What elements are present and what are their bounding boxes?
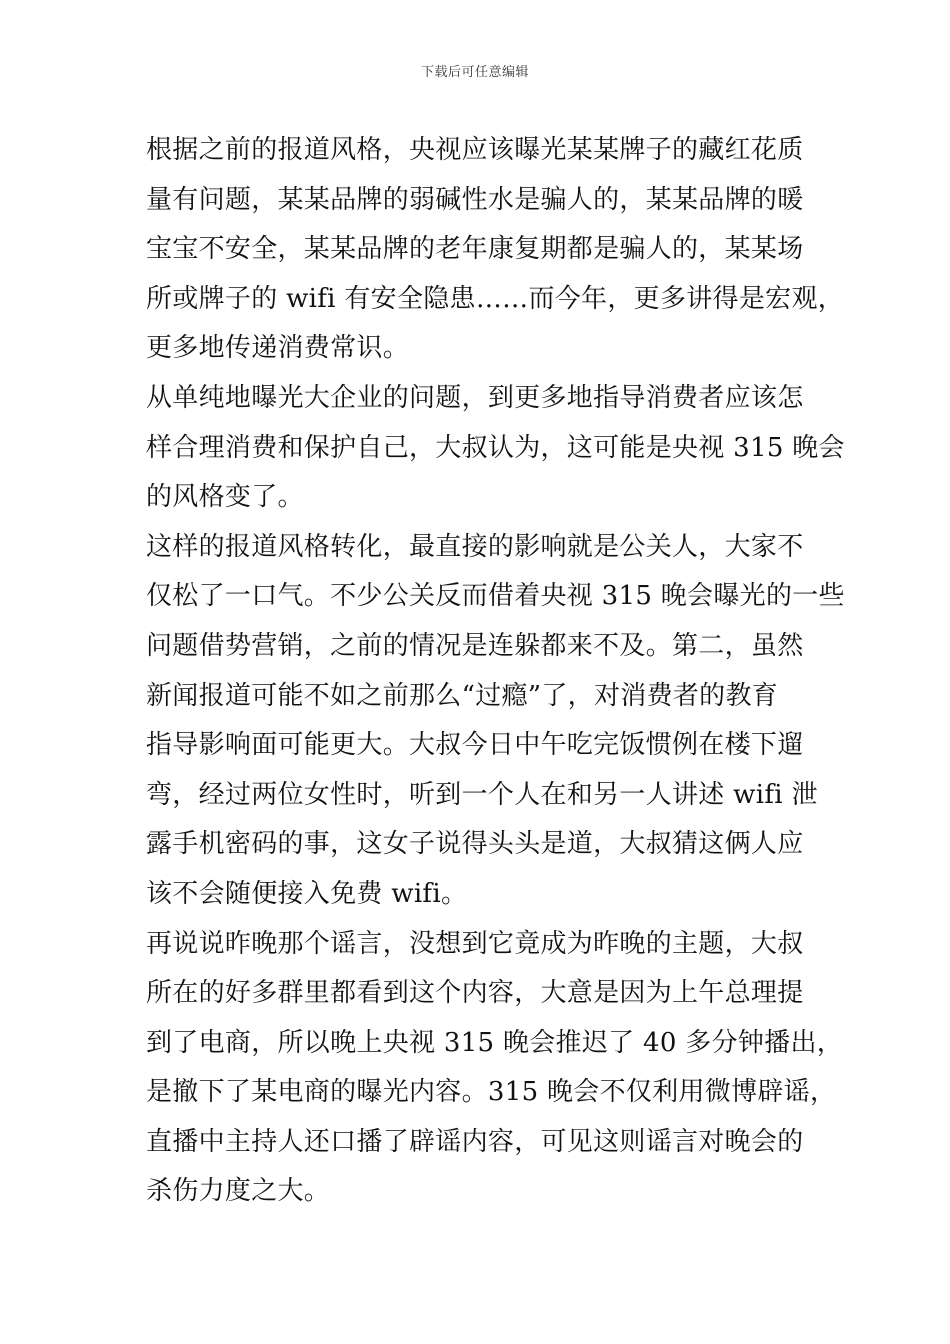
text-line: 指导影响面可能更大。大叔今日中午吃完饭惯例在楼下遛 xyxy=(146,730,804,761)
text-line: 所在的好多群里都看到这个内容，大意是因为上午总理提 xyxy=(146,978,804,1009)
text-line: 弯，经过两位女性时，听到一个人在和另一人讲述 wifi 泄 xyxy=(146,779,818,810)
text-line: 直播中主持人还口播了辟谣内容，可见这则谣言对晚会的 xyxy=(146,1126,804,1157)
text-line: 量有问题，某某品牌的弱碱性水是骗人的，某某品牌的暖 xyxy=(146,184,804,215)
text-line: 仅松了一口气。不少公关反而借着央视 315 晚会曝光的一些 xyxy=(146,581,845,612)
text-line: 这样的报道风格转化，最直接的影响就是公关人，大家不 xyxy=(146,531,804,562)
text-line: 露手机密码的事，这女子说得头头是道，大叔猜这俩人应 xyxy=(146,829,804,860)
text-line: 是撤下了某电商的曝光内容。315 晚会不仅利用微博辟谣， xyxy=(146,1077,837,1108)
text-line: 再说说昨晚那个谣言，没想到它竟成为昨晚的主题，大叔 xyxy=(146,928,804,959)
text-line: 该不会随便接入免费 wifi。 xyxy=(146,878,468,909)
text-line: 更多地传递消费常识。 xyxy=(146,333,410,364)
text-line: 新闻报道可能不如之前那么“过瘾”了，对消费者的教育 xyxy=(146,680,779,711)
text-line: 到了电商，所以晚上央视 315 晚会推迟了 40 多分钟播出， xyxy=(146,1027,844,1058)
text-line: 样合理消费和保护自己，大叔认为，这可能是央视 315 晚会 xyxy=(146,432,845,463)
text-line: 杀伤力度之大。 xyxy=(146,1176,331,1207)
document-body xyxy=(146,126,845,1217)
text-line: 宝宝不安全，某某品牌的老年康复期都是骗人的，某某场 xyxy=(146,234,804,265)
text-line: 所或牌子的 wifi 有安全隐患……而今年，更多讲得是宏观， xyxy=(146,283,845,314)
text-line: 从单纯地曝光大企业的问题，到更多地指导消费者应该怎 xyxy=(146,382,804,413)
text-line: 根据之前的报道风格，央视应该曝光某某牌子的藏红花质 xyxy=(146,135,804,165)
text-line: 问题借势营销，之前的情况是连躲都来不及。第二，虽然 xyxy=(146,630,804,661)
text-line: 的风格变了。 xyxy=(146,482,304,513)
page-header: 下载后可任意编辑 xyxy=(420,65,529,80)
